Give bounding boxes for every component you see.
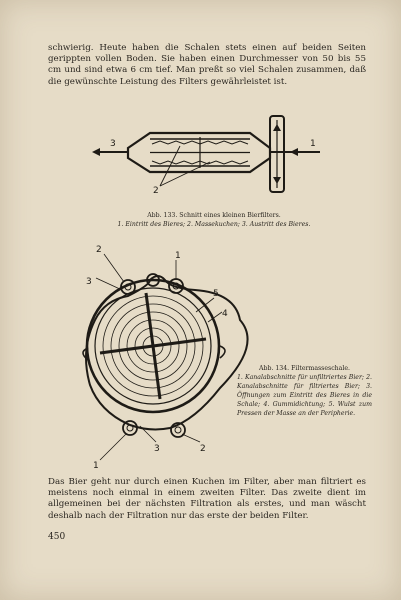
figure-134-caption-title: Abb. 134. Filtermasseschale. [259,365,350,372]
figure-134-caption-items: 1. Kanalabschnitte für unfiltriertes Bier; 2. Kanalabschnitte für filtriertes Bier; 3. Öffnungen zum Eintritt des Bieres in die Schale; 4. Gummidichtung; 5. Wulst zum Pressen der Masse an der Peripherie. [237,374,372,417]
paragraph-top: schwierig. Heute haben die Schalen stets einen auf beiden Seiten gerippten vollen Boden. Sie haben einen Durchmesser von 50 bis 55 cm und sind etwa 6 cm tief. Man preßt so viel Schalen zusammen, daß die gewünschte Leistung des Filters gewährleistet ist. [48,43,366,87]
fig134-label-4: 4 [222,309,228,319]
fig134-label-2-bottom: 2 [200,444,206,454]
fig133-label-2: 2 [153,186,159,196]
page-number: 450 [48,532,66,542]
figure-133-caption-items: 1. Eintritt des Bieres; 2. Massekuchen; 3. Austritt des Bieres. [117,221,311,228]
fig134-label-1-top: 1 [175,251,181,261]
figure-133-caption-title: Abb. 133. Schnitt eines kleinen Bierfilters. [147,212,281,219]
figure-134-caption [237,364,372,418]
fig134-label-1-bottom: 1 [93,461,99,471]
fig134-label-3-bottom: 3 [154,444,160,454]
fig133-label-1: 1 [310,139,316,149]
fig133-label-3: 3 [110,139,116,149]
fig134-label-2-top: 2 [96,245,102,255]
paragraph-bottom: Das Bier geht nur durch einen Kuchen im Filter, aber man filtriert es meistens noch einmal in einem zweiten Filter. Das zweite dient im allgemeinen bei der nächsten Filtration als erstes, und man wäscht deshalb nach der Filtration nur das erste der beiden Filter. [48,477,366,521]
fig134-label-5: 5 [213,289,219,299]
fig134-label-3-top: 3 [86,277,92,287]
